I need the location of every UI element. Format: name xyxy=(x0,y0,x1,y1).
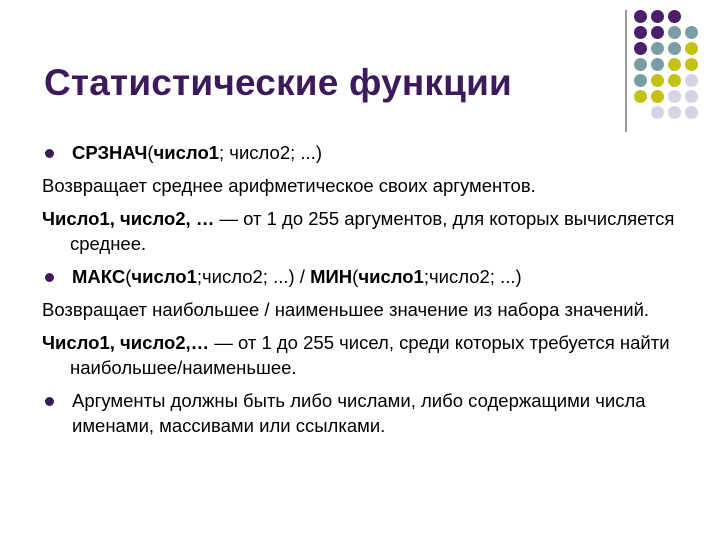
paragraph-text: Возвращает среднее арифметическое своих аргументов. xyxy=(42,175,536,196)
bullet-icon xyxy=(45,273,54,282)
paragraph-text: — от 1 до 255 аргументов, для которых вычисляется среднее. xyxy=(70,208,675,254)
paragraph-average-description xyxy=(42,173,682,198)
dot-icon xyxy=(685,42,698,55)
dot-icon xyxy=(685,106,698,119)
paragraph-average-arguments xyxy=(42,206,682,256)
dot-icon xyxy=(668,10,681,23)
dot-icon xyxy=(668,74,681,87)
paragraph-text: Возвращает наибольшее / наименьшее значение из набора значений. xyxy=(42,299,650,320)
argument-rest: ;число2; ...) / xyxy=(196,266,311,287)
bullet-item-average xyxy=(42,140,682,165)
dot-icon xyxy=(668,90,681,103)
dot-icon xyxy=(668,106,681,119)
dot-icon xyxy=(634,42,647,55)
dot-icon xyxy=(634,58,647,71)
dot-icon xyxy=(651,74,664,87)
dot-icon xyxy=(634,26,647,39)
dot-icon xyxy=(651,58,664,71)
dot-icon xyxy=(651,106,664,119)
paren: ( xyxy=(147,142,154,163)
paren: ( xyxy=(125,266,132,287)
argument-label: Число1, число2, … xyxy=(42,208,215,229)
paragraph-max-min-description xyxy=(42,297,682,322)
slide-content xyxy=(42,140,682,438)
function-name: СРЗНАЧ xyxy=(72,142,148,163)
bullet-text: Аргументы должны быть либо числами, либо содержащими числа именами, массивами или ссылками. xyxy=(72,390,646,436)
function-name: МАКС xyxy=(72,266,126,287)
vertical-divider xyxy=(625,10,627,132)
dot-icon xyxy=(651,26,664,39)
dot-icon xyxy=(668,42,681,55)
function-name: МИН xyxy=(310,266,353,287)
argument-label: Число1, число2,… xyxy=(42,332,210,353)
argument-bold: число1 xyxy=(131,266,197,287)
dot-icon xyxy=(668,26,681,39)
dot-icon xyxy=(685,26,698,39)
slide-title: Статистические функции xyxy=(44,62,512,103)
dot-icon xyxy=(668,58,681,71)
dot-icon xyxy=(685,74,698,87)
dot-icon xyxy=(634,90,647,103)
dot-icon xyxy=(651,10,664,23)
bullet-icon xyxy=(45,397,54,406)
bullet-item-max-min xyxy=(42,264,682,289)
dot-icon xyxy=(685,58,698,71)
bullet-icon xyxy=(45,149,54,158)
paren: ( xyxy=(352,266,359,287)
dot-icon xyxy=(685,90,698,103)
dot-icon xyxy=(651,42,664,55)
paragraph-max-min-arguments xyxy=(42,330,682,380)
argument-rest: ; число2; ...) xyxy=(219,142,322,163)
dot-icon xyxy=(634,10,647,23)
argument-bold: число1 xyxy=(153,142,220,163)
dot-icon xyxy=(634,74,647,87)
argument-bold: число1 xyxy=(358,266,424,287)
argument-rest: ;число2; ...) xyxy=(423,266,522,287)
bullet-item-arguments-note xyxy=(42,388,682,438)
paragraph-text: — от 1 до 255 чисел, среди которых требуется найти наибольшее/наименьшее. xyxy=(70,332,670,378)
dot-icon xyxy=(651,90,664,103)
